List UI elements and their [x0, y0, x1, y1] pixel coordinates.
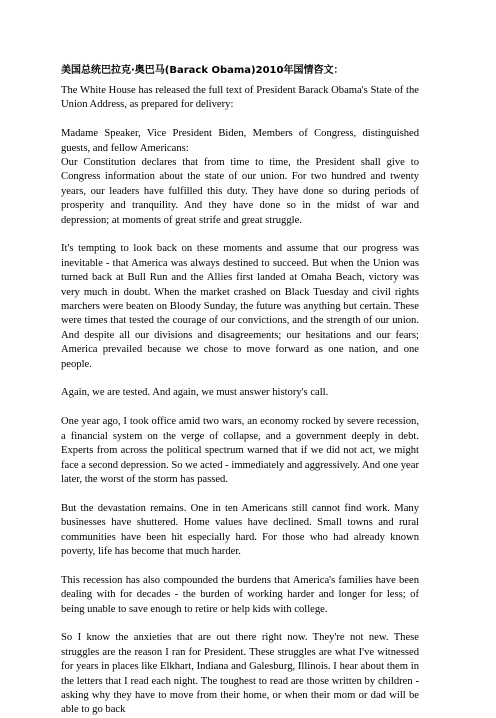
body-paragraph-devastation: But the devastation remains. One in ten Americans still cannot find work. Many businesses have shuttered. Home values have declined. Small towns and rural communities have been hit especially hard. For those who had already known poverty, life has become that much harder.	[61, 502, 419, 557]
body-paragraph-one-year-ago: One year ago, I took office amid two wars, an economy rocked by severe recession, a financial system on the verge of collapse, and a government deeply in debt. Experts from across the political spectrum warned that if we did not act, we might face a second depression. So we acted - immediately and aggressively. And one year later, the worst of the storm has passed.	[61, 416, 419, 485]
document-page	[61, 64, 419, 718]
body-paragraph-anxieties: So I know the anxieties that are out there right now. They're not new. These struggles are the reason I ran for President. These struggles are what I've witnessed for years in places like Elkhart, Indiana and Galesburg, Illinois. I hear about them in the letters that I read each night. The toughest to read are those written by children - asking why they have to move from their home, or when their mom or dad will be able to go back	[61, 632, 419, 716]
document-title: 美国总统巴拉克·奥巴马(Barack Obama)2010年国情咨文：	[61, 65, 344, 76]
body-paragraph-tested: Again, we are tested. And again, we must answer history's call.	[61, 387, 329, 399]
salutation-paragraph: Madame Speaker, Vice President Biden, Members of Congress, distinguished guests, and fellow Americans:	[61, 128, 419, 154]
intro-paragraph: The White House has released the full text of President Barack Obama's State of the Union Address, as prepared for delivery:	[61, 85, 419, 111]
body-paragraph-history: It's tempting to look back on these moments and assume that our progress was inevitable - that America was always destined to succeed. But when the Union was turned back at Bull Run and the Allies first landed at Omaha Beach, victory was very much in doubt. When the market crashed on Black Tuesday and civil rights marchers were beaten on Bloody Sunday, the future was anything but certain. These were times that tested the courage of our convictions, and the strength of our union. And despite all our divisions and disagreements; our hesitations and our fears; America prevailed because we chose to move forward as one nation, and one people.	[61, 243, 419, 370]
body-paragraph-recession: This recession has also compounded the burdens that America's families have been dealing with for decades - the burden of working harder and longer for less; of being unable to save enough to retire or help kids with college.	[61, 574, 419, 615]
body-paragraph-constitution: Our Constitution declares that from time to time, the President shall give to Congress information about the state of our union. For two hundred and twenty years, our leaders have fulfilled this duty. They have done so during periods of prosperity and tranquility. And they have done so in the midst of war and depression; at moments of great strife and great struggle.	[61, 157, 419, 226]
